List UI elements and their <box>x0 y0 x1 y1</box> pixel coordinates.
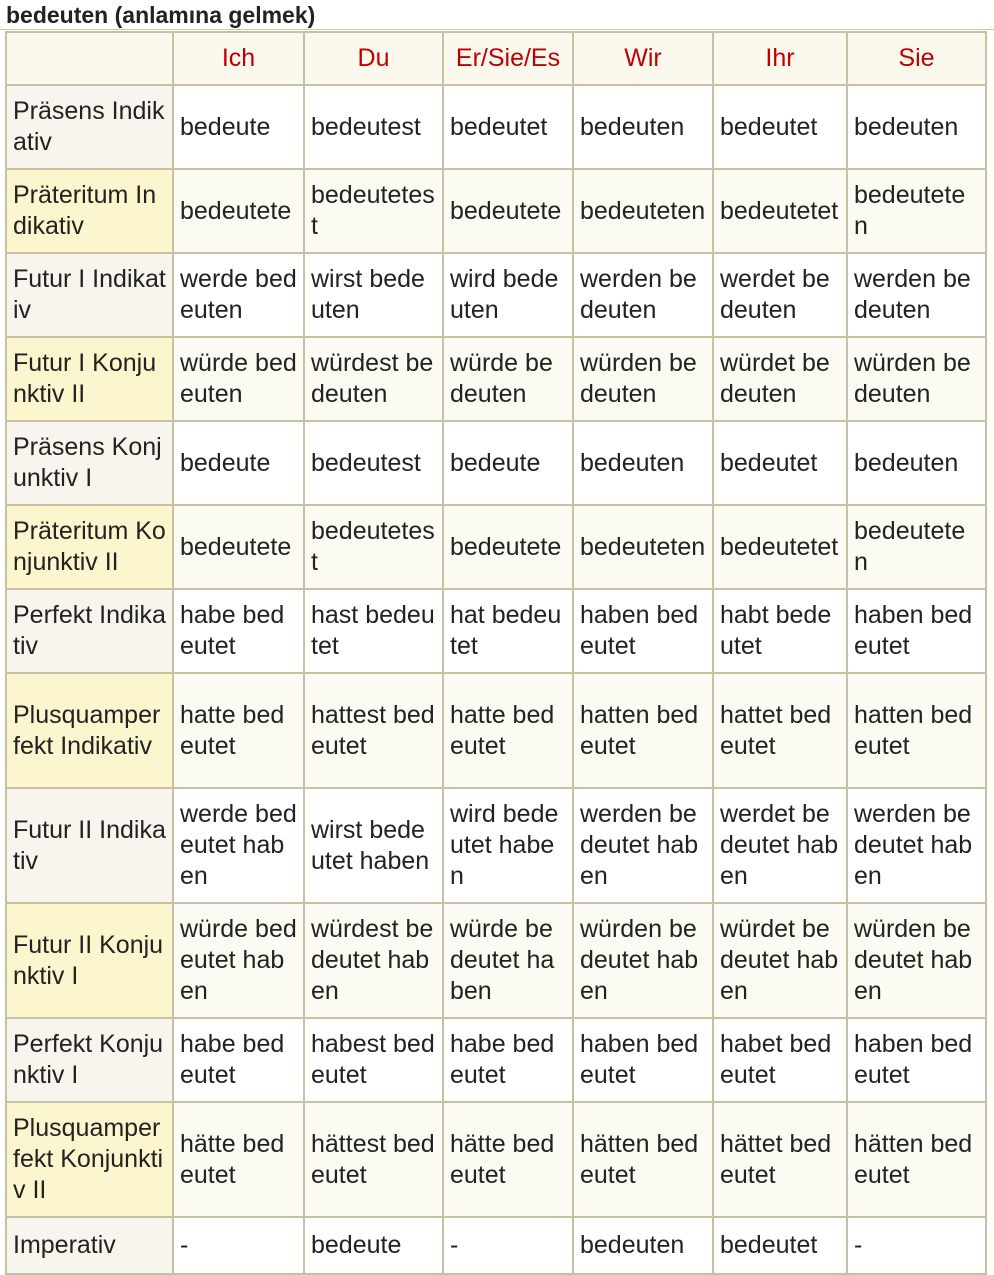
cell-sie: würden bedeutet haben <box>847 903 986 1018</box>
cell-du: hattest bedeutet <box>304 673 443 788</box>
cell-wir: haben bedeutet <box>573 1018 713 1102</box>
table-row <box>6 337 986 421</box>
cell-du: würdest bedeuten <box>304 337 443 421</box>
header-row <box>6 32 986 85</box>
cell-sie: hatten bedeutet <box>847 673 986 788</box>
conjugation-table <box>5 31 987 1275</box>
cell-sie: haben bedeutet <box>847 589 986 673</box>
cell-ihr: bedeutet <box>713 85 847 169</box>
cell-sie: - <box>847 1217 986 1274</box>
cell-sie: bedeuteten <box>847 505 986 589</box>
table-row <box>6 169 986 253</box>
row-header: Präteritum Konjunktiv II <box>6 505 173 589</box>
cell-wir: bedeuten <box>573 421 713 505</box>
cell-ich: bedeutete <box>173 169 304 253</box>
row-header: Futur II Indikativ <box>6 788 173 903</box>
column-header-wir: Wir <box>573 32 713 85</box>
cell-sie: bedeuten <box>847 421 986 505</box>
cell-ihr: bedeutetet <box>713 169 847 253</box>
cell-wir: bedeuteten <box>573 169 713 253</box>
row-header: Präteritum Indikativ <box>6 169 173 253</box>
cell-er-sie-es: habe bedeutet <box>443 1018 573 1102</box>
cell-er-sie-es: bedeute <box>443 421 573 505</box>
row-header: Perfekt Konjunktiv I <box>6 1018 173 1102</box>
table-row <box>6 85 986 169</box>
row-header: Plusquamperfekt Konjunktiv II <box>6 1102 173 1217</box>
cell-er-sie-es: würde bedeuten <box>443 337 573 421</box>
cell-sie: bedeuten <box>847 85 986 169</box>
cell-er-sie-es: bedeutete <box>443 169 573 253</box>
cell-sie: haben bedeutet <box>847 1018 986 1102</box>
table-row <box>6 253 986 337</box>
cell-du: würdest bedeutet haben <box>304 903 443 1018</box>
table-row <box>6 589 986 673</box>
cell-ihr: werdet bedeuten <box>713 253 847 337</box>
row-header: Futur I Konjunktiv II <box>6 337 173 421</box>
table-row <box>6 1217 986 1274</box>
cell-ich: werde bedeutet haben <box>173 788 304 903</box>
table-row <box>6 421 986 505</box>
cell-du: bedeutest <box>304 85 443 169</box>
cell-ich: würde bedeutet haben <box>173 903 304 1018</box>
cell-er-sie-es: hat bedeutet <box>443 589 573 673</box>
column-header-ich: Ich <box>173 32 304 85</box>
row-header: Präsens Konjunktiv I <box>6 421 173 505</box>
cell-er-sie-es: würde bedeutet haben <box>443 903 573 1018</box>
cell-du: hättest bedeutet <box>304 1102 443 1217</box>
cell-ich: habe bedeutet <box>173 1018 304 1102</box>
cell-wir: bedeuten <box>573 1217 713 1274</box>
cell-ich: habe bedeutet <box>173 589 304 673</box>
row-header: Präsens Indikativ <box>6 85 173 169</box>
cell-wir: bedeuten <box>573 85 713 169</box>
cell-wir: haben bedeutet <box>573 589 713 673</box>
table-row <box>6 505 986 589</box>
cell-wir: würden bedeuten <box>573 337 713 421</box>
column-header-er-sie-es: Er/Sie/Es <box>443 32 573 85</box>
table-row <box>6 788 986 903</box>
cell-wir: hatten bedeutet <box>573 673 713 788</box>
table-row <box>6 1102 986 1217</box>
cell-ich: werde bedeuten <box>173 253 304 337</box>
cell-ich: bedeute <box>173 85 304 169</box>
cell-wir: werden bedeuten <box>573 253 713 337</box>
title-divider <box>0 29 994 30</box>
cell-du: bedeute <box>304 1217 443 1274</box>
cell-sie: werden bedeuten <box>847 253 986 337</box>
cell-ich: hätte bedeutet <box>173 1102 304 1217</box>
cell-ich: bedeutete <box>173 505 304 589</box>
cell-ihr: bedeutet <box>713 421 847 505</box>
row-header: Plusquamperfekt Indikativ <box>6 673 173 788</box>
cell-du: hast bedeutet <box>304 589 443 673</box>
cell-ihr: habet bedeutet <box>713 1018 847 1102</box>
cell-er-sie-es: - <box>443 1217 573 1274</box>
cell-ihr: habt bedeutet <box>713 589 847 673</box>
row-header: Futur I Indikativ <box>6 253 173 337</box>
cell-du: wirst bedeutet haben <box>304 788 443 903</box>
cell-du: wirst bedeuten <box>304 253 443 337</box>
cell-wir: hätten bedeutet <box>573 1102 713 1217</box>
cell-er-sie-es: hätte bedeutet <box>443 1102 573 1217</box>
cell-er-sie-es: wird bedeuten <box>443 253 573 337</box>
cell-du: bedeutetest <box>304 505 443 589</box>
cell-er-sie-es: bedeutet <box>443 85 573 169</box>
cell-wir: werden bedeutet haben <box>573 788 713 903</box>
cell-sie: bedeuteten <box>847 169 986 253</box>
column-header-du: Du <box>304 32 443 85</box>
cell-er-sie-es: wird bedeutet haben <box>443 788 573 903</box>
row-header: Perfekt Indikativ <box>6 589 173 673</box>
cell-ich: - <box>173 1217 304 1274</box>
cell-ihr: würdet bedeutet haben <box>713 903 847 1018</box>
cell-wir: bedeuteten <box>573 505 713 589</box>
cell-ihr: würdet bedeuten <box>713 337 847 421</box>
cell-ihr: hättet bedeutet <box>713 1102 847 1217</box>
column-header-sie: Sie <box>847 32 986 85</box>
cell-du: bedeutetest <box>304 169 443 253</box>
cell-sie: würden bedeuten <box>847 337 986 421</box>
title-bar <box>0 0 994 31</box>
cell-ihr: hattet bedeutet <box>713 673 847 788</box>
cell-du: habest bedeutet <box>304 1018 443 1102</box>
corner-cell <box>6 32 173 85</box>
table-row <box>6 673 986 788</box>
cell-ihr: werdet bedeutet haben <box>713 788 847 903</box>
row-header: Futur II Konjunktiv I <box>6 903 173 1018</box>
cell-du: bedeutest <box>304 421 443 505</box>
cell-ich: bedeute <box>173 421 304 505</box>
row-header: Imperativ <box>6 1217 173 1274</box>
cell-ihr: bedeutet <box>713 1217 847 1274</box>
cell-er-sie-es: hatte bedeutet <box>443 673 573 788</box>
column-header-ihr: Ihr <box>713 32 847 85</box>
cell-ich: hatte bedeutet <box>173 673 304 788</box>
page-title: bedeuten (anlamına gelmek) <box>6 2 316 28</box>
cell-ihr: bedeutetet <box>713 505 847 589</box>
cell-sie: hätten bedeutet <box>847 1102 986 1217</box>
cell-er-sie-es: bedeutete <box>443 505 573 589</box>
table-row <box>6 903 986 1018</box>
cell-ich: würde bedeuten <box>173 337 304 421</box>
table-row <box>6 1018 986 1102</box>
cell-sie: werden bedeutet haben <box>847 788 986 903</box>
cell-wir: würden bedeutet haben <box>573 903 713 1018</box>
